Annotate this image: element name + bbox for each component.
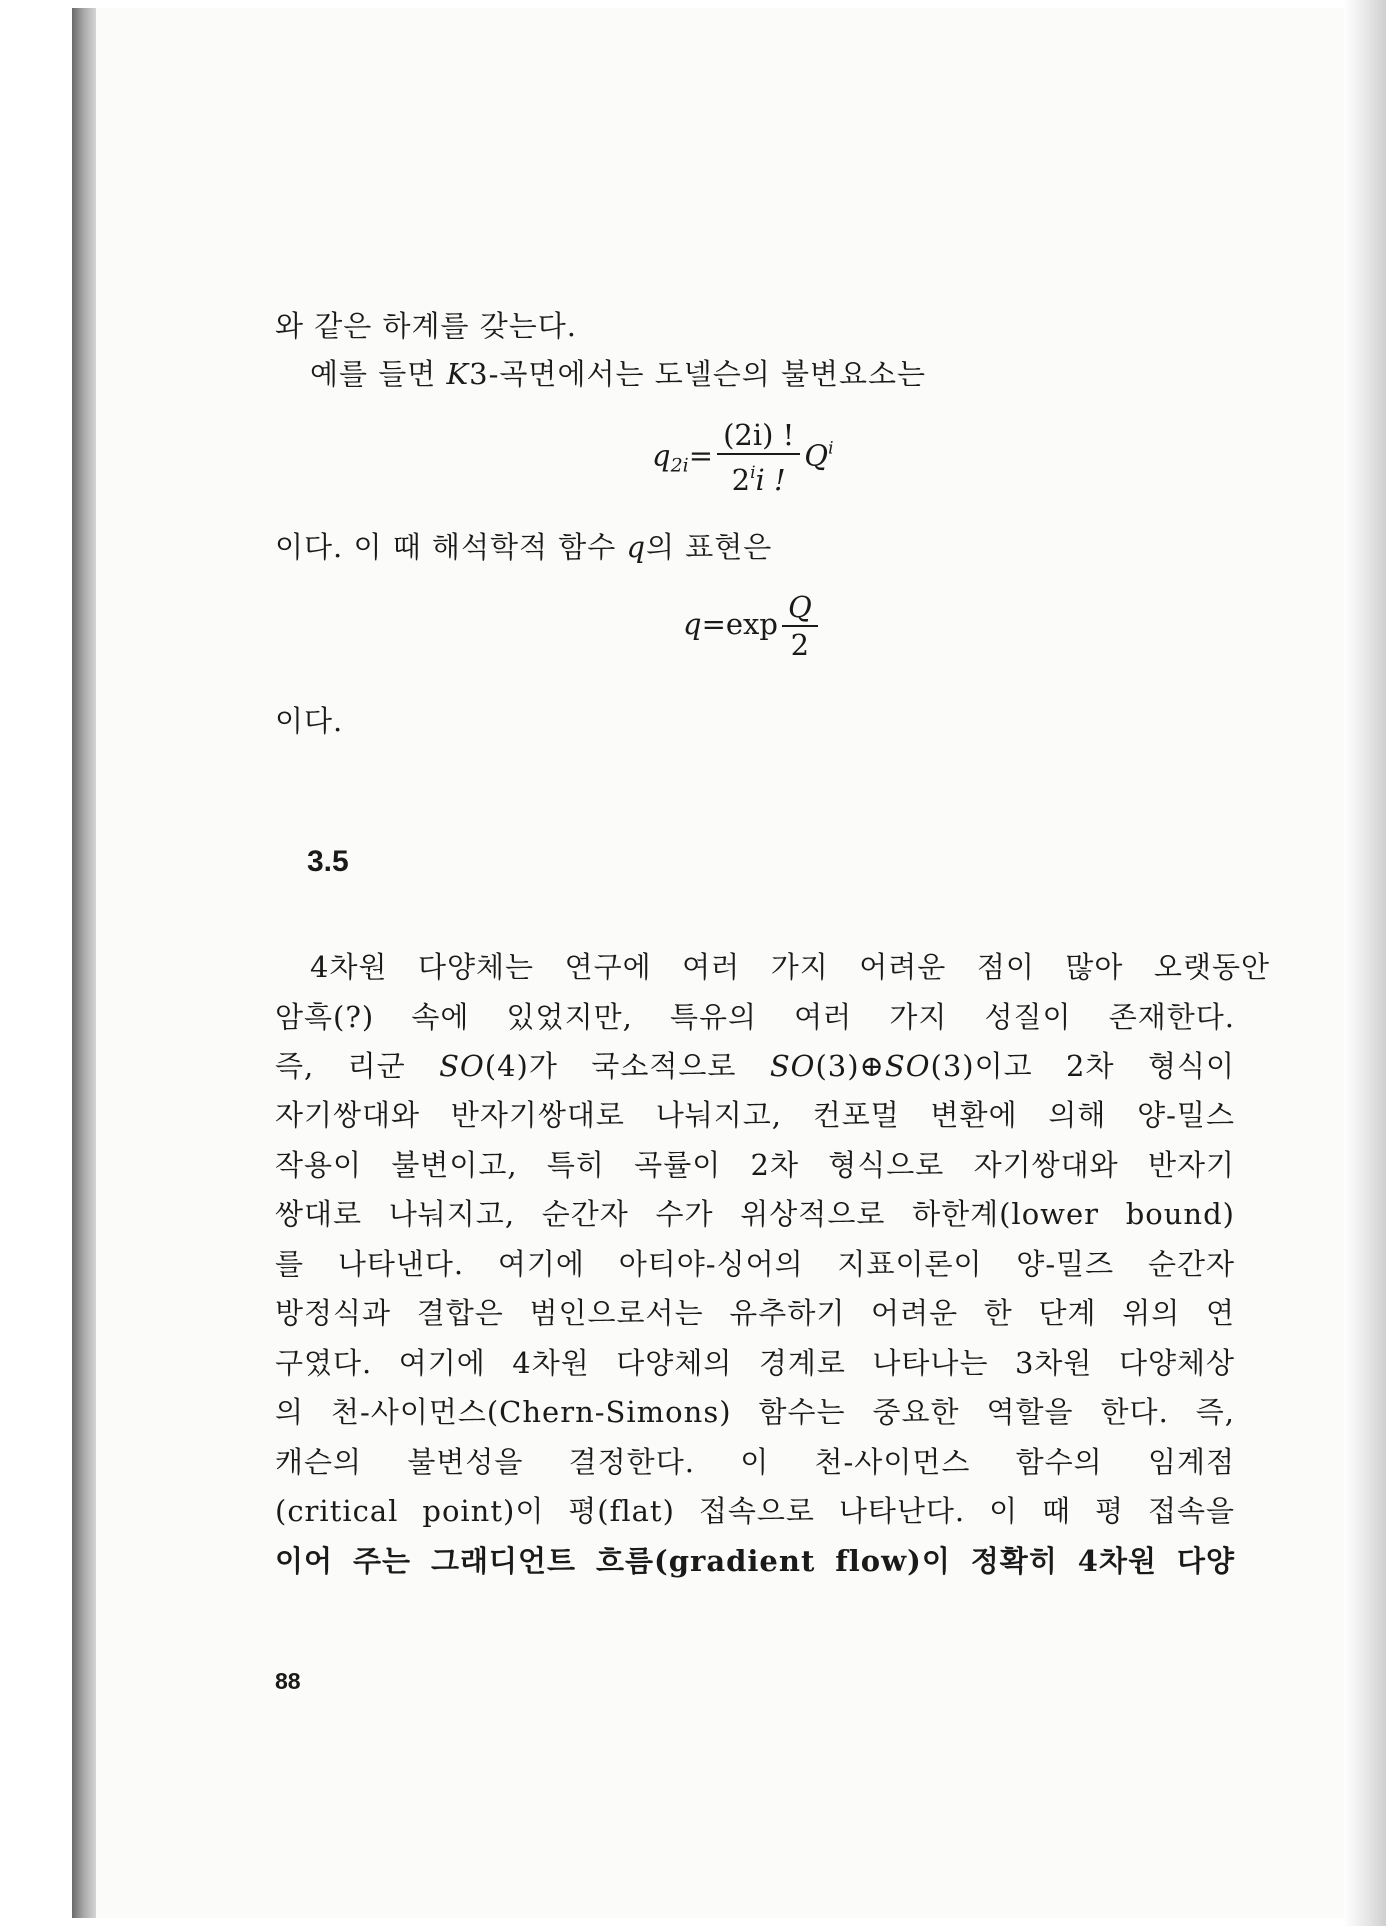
- eq1-numerator: (2i) !: [717, 418, 800, 455]
- math-symbol: SO: [439, 1049, 485, 1083]
- paragraph-line: [275, 1042, 1235, 1092]
- eq1-den-rest: i !: [755, 463, 786, 497]
- eq1-Q: Q: [804, 438, 829, 473]
- eq1-lhs-sub: 2i: [670, 454, 689, 477]
- eq1-denominator: [717, 455, 800, 497]
- eq1-den-base: 2: [731, 463, 751, 497]
- eq1-den-sup: i: [750, 463, 756, 483]
- eq2-lhs: q: [683, 607, 702, 641]
- equation-q2i: [652, 418, 834, 497]
- eq1-equals: =: [688, 438, 714, 473]
- paragraph-line: 구였다. 여기에 4차원 다양체의 경계로 나타나는 3차원 다양체상: [275, 1346, 1235, 1380]
- text-line: [275, 302, 1235, 352]
- text2-post: 의 표현은: [646, 530, 773, 564]
- paragraph-line: 를 나타낸다. 여기에 아티야-싱어의 지표이론이 양-밀즈 순간자: [275, 1247, 1235, 1281]
- section-heading: 3.5: [307, 845, 349, 878]
- paragraph-line: 의 천-사이먼스(Chern-Simons) 함수는 중요한 역할을 한다. 즉,: [275, 1395, 1235, 1429]
- p-l3-b: (4)가 국소적으로: [484, 1049, 770, 1083]
- paragraph-line: (critical point)이 평(flat) 접속으로 나타난다. 이 때 평 접속을: [275, 1494, 1235, 1528]
- paragraph-line: 자기쌍대와 반자기쌍대로 나눠지고, 컨포멀 변환에 의해 양-밀스: [275, 1098, 1235, 1132]
- intro-line-1: 와 같은 하계를 갖는다.: [275, 309, 577, 343]
- page-number: 88: [275, 1668, 301, 1694]
- eq1-lhs: q: [652, 438, 671, 473]
- paragraph-line: 작용이 불변이고, 특히 곡률이 2차 형식으로 자기쌍대와 반자기: [275, 1148, 1235, 1182]
- eq2-fraction: [782, 590, 818, 662]
- book-binding-edge: [72, 8, 98, 1918]
- eq2-numerator: Q: [782, 590, 818, 627]
- math-symbol: SO: [884, 1049, 931, 1083]
- p-l3-c: (3)⊕: [815, 1049, 885, 1083]
- eq2-exp: =exp: [701, 607, 778, 641]
- eq1-fraction: [717, 418, 800, 497]
- math-symbol: q: [626, 530, 647, 564]
- paragraph-line: 쌍대로 나눠지고, 순간자 수가 위상적으로 하한계(lower bound): [275, 1197, 1235, 1231]
- text-line: [275, 523, 1235, 573]
- eq2-denominator: 2: [790, 628, 810, 662]
- paragraph-line: 방정식과 결합은 범인으로서는 유추하기 어려운 한 단계 위의 연: [275, 1296, 1235, 1330]
- text-line: [275, 350, 1270, 400]
- text2-pre: 이다. 이 때 해석학적 함수: [275, 530, 627, 564]
- math-symbol: SO: [769, 1049, 816, 1083]
- paragraph-line: 캐슨의 불변성을 결정한다. 이 천-사이먼스 함수의 임계점: [275, 1445, 1235, 1479]
- eq1-Q-sup: i: [828, 438, 834, 459]
- p-l3-a: 즉, 리군: [275, 1049, 440, 1083]
- text3: 이다.: [275, 704, 344, 738]
- intro-line-2-rest: 3-곡면에서는 도넬슨의 불변요소는: [469, 357, 927, 391]
- paragraph-line: 이어 주는 그래디언트 흐름(gradient flow)이 정확히 4차원 다양: [275, 1544, 1235, 1578]
- paragraph-line: 암흑(?) 속에 있었지만, 특유의 여러 가지 성질이 존재한다.: [275, 1000, 1235, 1034]
- equation-q-exp: [683, 590, 822, 662]
- math-symbol: K: [446, 357, 470, 391]
- text-line: [275, 697, 1235, 747]
- intro-line-2: 예를 들면: [310, 357, 447, 391]
- p-l3-d: (3)이고 2차 형식이: [930, 1049, 1235, 1083]
- page-shadow: [1344, 0, 1386, 1926]
- paragraph-line: 4차원 다양체는 연구에 여러 가지 어려운 점이 많아 오랫동안: [310, 950, 1270, 984]
